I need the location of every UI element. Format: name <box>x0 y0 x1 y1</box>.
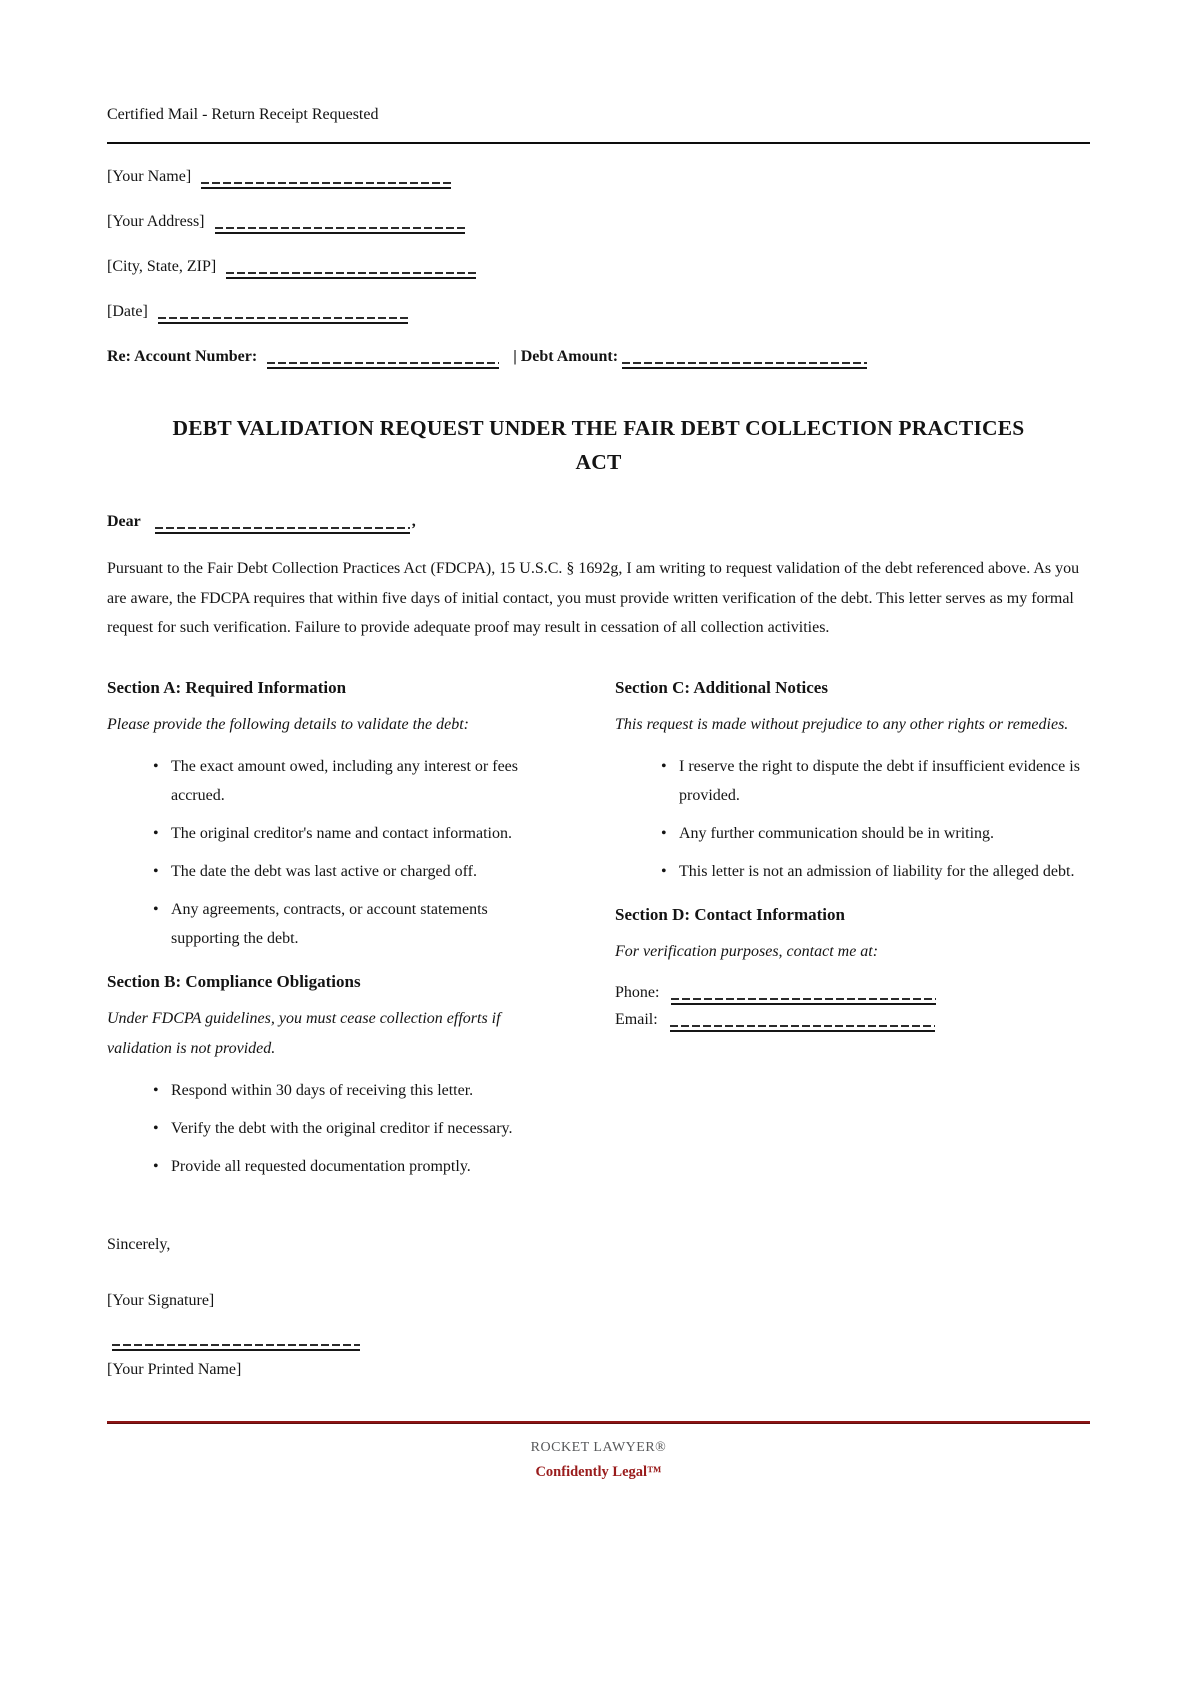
footer-divider <box>107 1421 1090 1424</box>
debt-amount-label: Debt Amount: <box>520 348 619 365</box>
footer <box>107 1421 1090 1481</box>
section-a-list <box>107 752 547 953</box>
sender-block <box>107 166 1090 324</box>
sincerely-text: Sincerely, <box>107 1235 171 1253</box>
field-row-name <box>107 166 1090 189</box>
account-number-blank-line <box>267 353 499 369</box>
email-blank-line <box>670 1016 935 1032</box>
section-b-list <box>107 1076 547 1181</box>
account-number-label: Re: Account Number: <box>107 348 258 365</box>
bullet-item: • Any agreements, contracts, or account statements supporting the debt. <box>107 895 547 953</box>
bullet-item: • This letter is not an admission of liability for the alleged debt. <box>615 857 1090 886</box>
debt-amount-blank-line <box>622 353 867 369</box>
salutation-comma: , <box>411 513 416 530</box>
field-row-city-state-zip <box>107 256 1090 279</box>
dear-label: Dear <box>107 513 141 530</box>
section-d-intro: For verification purposes, contact me at: <box>615 942 879 960</box>
contact-rows <box>615 979 1090 1033</box>
city-state-zip-label: [City, State, ZIP] <box>107 258 217 275</box>
reference-row <box>107 346 1090 369</box>
section-c-intro: This request is made without prejudice to any other rights or remedies. <box>615 715 1069 733</box>
signature-blank-line <box>112 1335 360 1351</box>
signature-placeholder: [Your Signature] <box>107 1291 215 1309</box>
salutation-blank-line <box>155 518 410 534</box>
bullet-item: • Any further communication should be in writing. <box>615 819 1090 848</box>
section-b-intro: Under FDCPA guidelines, you must cease collection efforts if validation is not provided. <box>107 1009 501 1057</box>
brand-name: ROCKET LAWYER® <box>530 1439 667 1455</box>
closing-block <box>107 1230 1090 1385</box>
email-row <box>615 1006 1090 1033</box>
field-row-address <box>107 211 1090 234</box>
bullet-item: • Verify the debt with the original creditor if necessary. <box>107 1114 547 1143</box>
printed-name-placeholder: [Your Printed Name] <box>107 1360 242 1378</box>
certified-mail-note: Certified Mail - Return Receipt Requested <box>107 106 379 123</box>
section-b-heading: Section B: Compliance Obligations <box>107 971 361 991</box>
signature-line-row <box>107 1330 1090 1351</box>
bullet-item: • The date the debt was last active or charged off. <box>107 857 547 886</box>
salutation-row <box>107 513 1090 534</box>
bullet-item: • The original creditor's name and contact information. <box>107 819 547 848</box>
phone-row <box>615 979 1090 1006</box>
your-name-blank-line <box>201 173 451 189</box>
bullet-item: • Respond within 30 days of receiving this letter. <box>107 1076 547 1105</box>
pipe-separator: | <box>513 348 517 365</box>
your-address-blank-line <box>215 218 465 234</box>
city-state-zip-blank-line <box>226 263 476 279</box>
bullet-item: • The exact amount owed, including any interest or fees accrued. <box>107 752 547 810</box>
section-d-heading: Section D: Contact Information <box>615 904 845 924</box>
section-a-intro: Please provide the following details to validate the debt: <box>107 715 469 733</box>
header-divider <box>107 142 1090 144</box>
phone-blank-line <box>671 989 936 1005</box>
two-column-sections <box>107 677 1090 1190</box>
right-column <box>615 677 1090 1190</box>
your-name-label: [Your Name] <box>107 168 192 185</box>
your-address-label: [Your Address] <box>107 213 205 230</box>
phone-label: Phone: <box>615 983 660 1001</box>
date-label: [Date] <box>107 303 148 320</box>
document-title: DEBT VALIDATION REQUEST UNDER THE FAIR DEBT COLLECTION PRACTICES ACT <box>172 416 1025 474</box>
left-column <box>107 677 547 1190</box>
bullet-item: • I reserve the right to dispute the debt if insufficient evidence is provided. <box>615 752 1090 810</box>
brand-tagline: Confidently Legal™ <box>535 1463 662 1480</box>
bullet-item: • Provide all requested documentation promptly. <box>107 1152 547 1181</box>
section-a-heading: Section A: Required Information <box>107 677 347 697</box>
field-row-date <box>107 301 1090 324</box>
intro-paragraph: Pursuant to the Fair Debt Collection Practices Act (FDCPA), 15 U.S.C. § 1692g, I am writing to request validation of the debt referenced above. As you are aware, the FDCPA requires that within five days of initial contact, you must provide written verification of the debt. This letter serves as my formal request for such verification. Failure to provide adequate proof may result in cessation of all collection activities. <box>107 560 1080 636</box>
section-c-list <box>615 752 1090 886</box>
section-c-heading: Section C: Additional Notices <box>615 677 828 697</box>
date-blank-line <box>158 308 408 324</box>
email-label: Email: <box>615 1010 658 1028</box>
